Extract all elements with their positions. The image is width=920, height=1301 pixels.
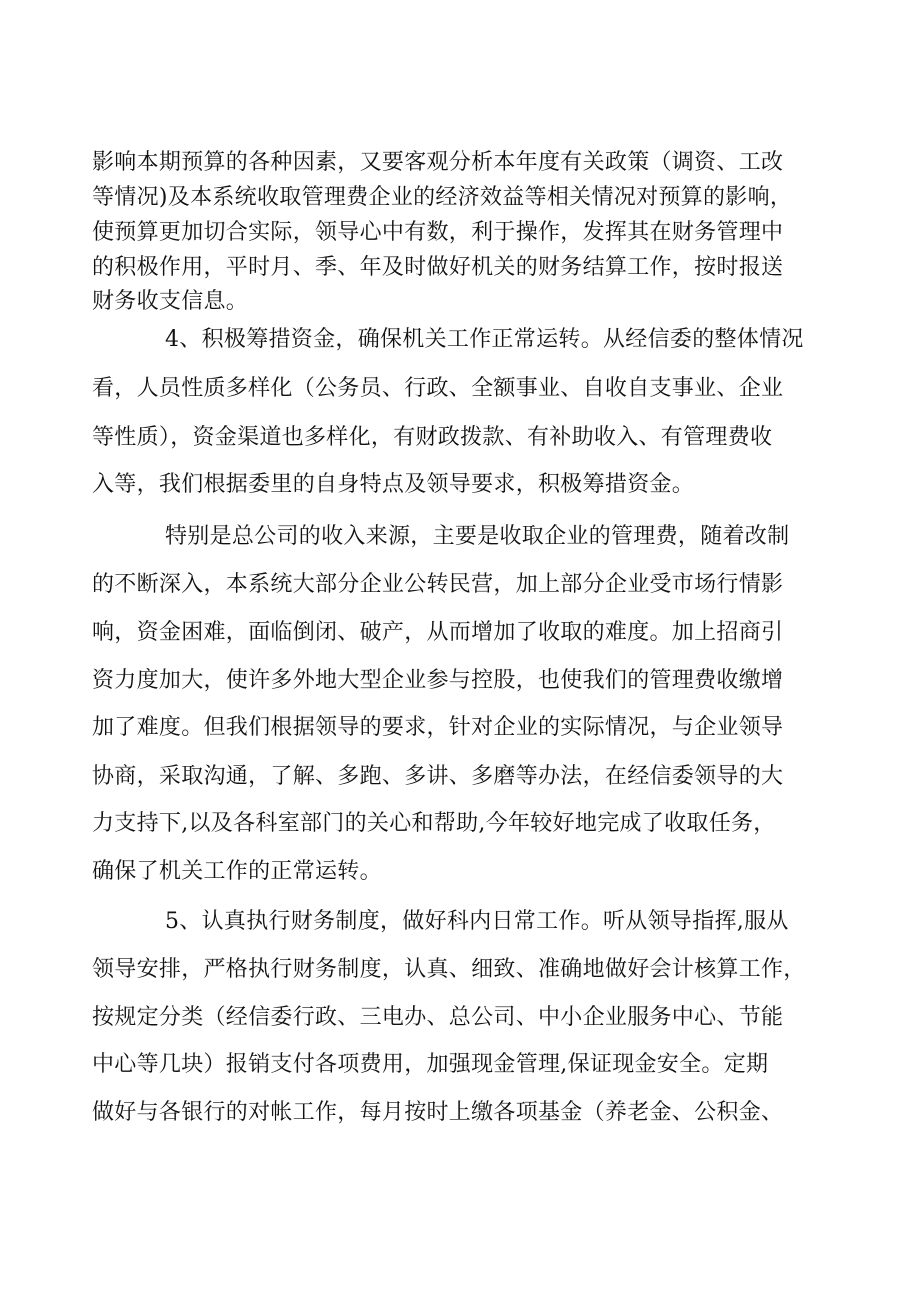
text-line: 使预算更加切合实际，领导心中有数，利于操作，发挥其在财务管理中 [92, 220, 784, 245]
text-line: 等情况)及本系统收取管理费企业的经济效益等相关情况对预算的影响， [92, 185, 793, 210]
text-line: 中心等几块）报销支付各项费用，加强现金管理,保证现金安全。定期 [92, 1052, 769, 1077]
text-line: 的不断深入，本系统大部分企业公转民营，加上部分企业受市场行情影 [92, 572, 784, 597]
text-line: 看，人员性质多样化（公务员、行政、全额事业、自收自支事业、企业 [92, 376, 784, 401]
text-line: 领导安排，严格执行财务制度，认真、细致、准确地做好会计核算工作， [92, 957, 806, 982]
text-line: 力支持下,以及各科室部门的关心和帮助,今年较好地完成了收取任务， [92, 811, 776, 836]
text-line: 特别是总公司的收入来源，主要是收取企业的管理费，随着改制 [165, 524, 790, 549]
text-line: 入等，我们根据委里的自身特点及领导要求，积极筹措资金。 [92, 472, 695, 497]
text-line: 资力度加大，使许多外地大型企业参与控股，也使我们的管理费收缴增 [92, 668, 784, 693]
text-line: 5、认真执行财务制度，做好科内日常工作。听从领导指挥,服从 [165, 909, 789, 934]
text-line: 财务收支信息。 [92, 289, 249, 314]
text-line: 确保了机关工作的正常运转。 [92, 859, 382, 884]
text-line: 的积极作用，平时月、季、年及时做好机关的财务结算工作，按时报送 [92, 255, 784, 280]
text-line: 加了难度。但我们根据领导的要求，针对企业的实际情况，与企业领导 [92, 715, 784, 740]
text-line: 协商，采取沟通，了解、多跑、多讲、多磨等办法，在经信委领导的大 [92, 764, 784, 789]
text-line: 4、积极筹措资金，确保机关工作正常运转。从经信委的整体情况 [165, 327, 804, 352]
text-line: 按规定分类（经信委行政、三电办、总公司、中小企业服务中心、节能 [92, 1005, 784, 1030]
text-line: 做好与各银行的对帐工作，每月按时上缴各项基金（养老金、公积金、 [92, 1100, 784, 1125]
text-line: 响，资金困难，面临倒闭、破产，从而增加了收取的难度。加上招商引 [92, 620, 784, 645]
text-line: 等性质），资金渠道也多样化，有财政拨款、有补助收入、有管理费收 [92, 425, 773, 450]
text-line: 影响本期预算的各种因素，又要客观分析本年度有关政策（调资、工改 [92, 150, 784, 175]
